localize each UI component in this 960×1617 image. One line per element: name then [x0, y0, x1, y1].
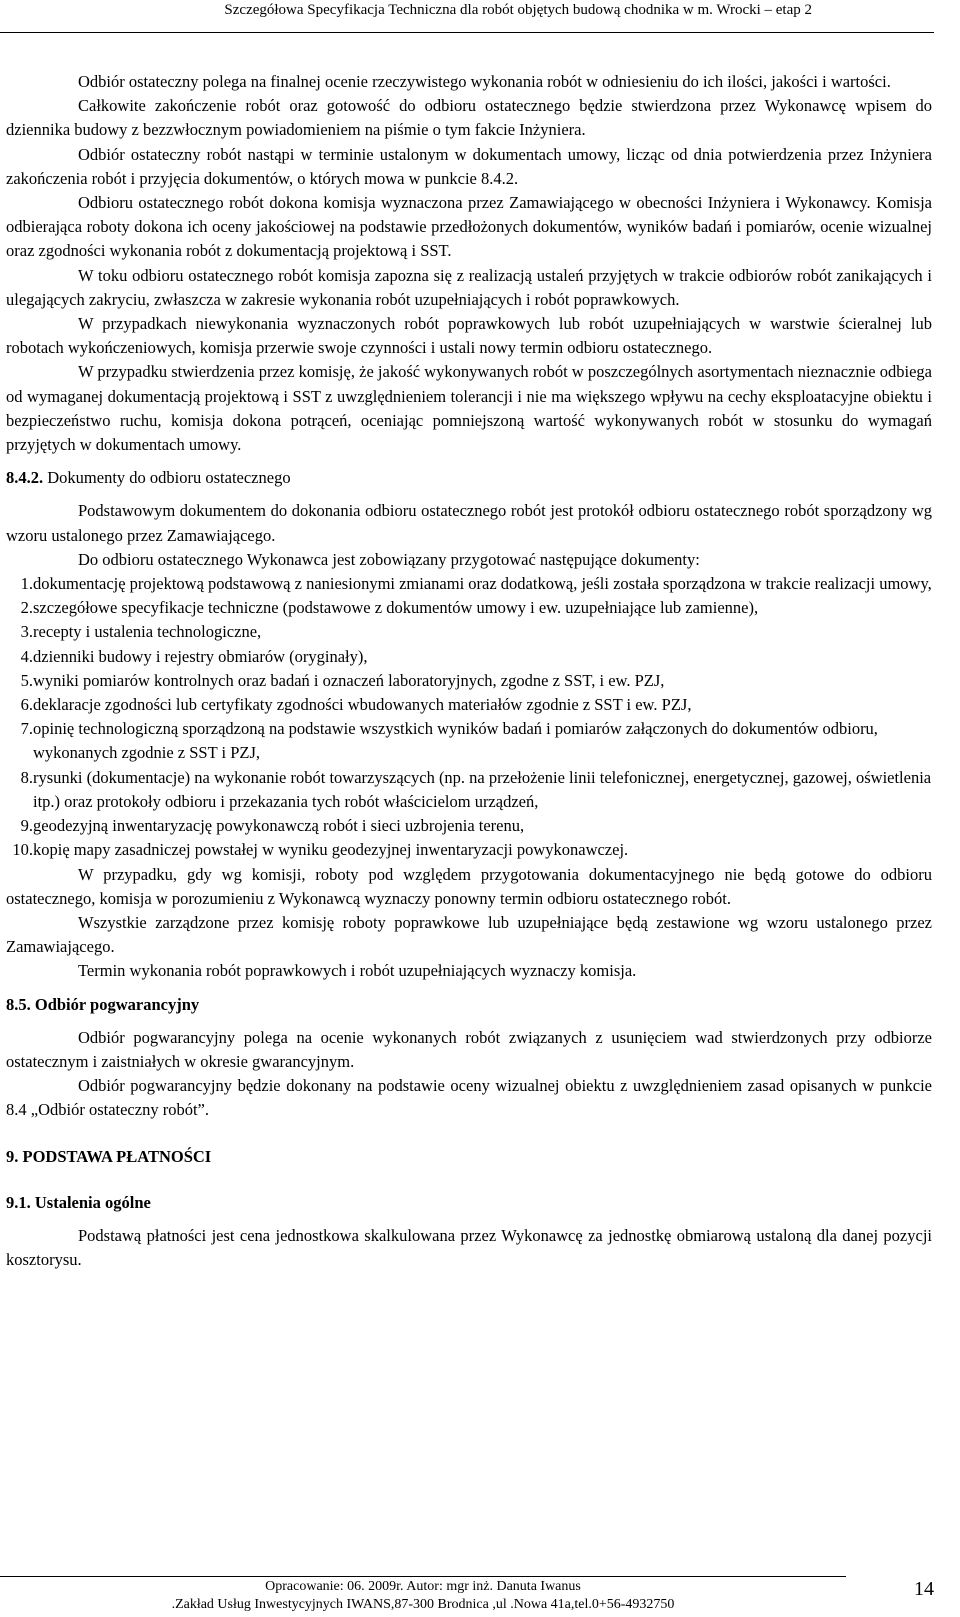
spacer — [6, 490, 932, 499]
list-item — [6, 596, 932, 620]
list-item — [6, 693, 932, 717]
list-item — [6, 717, 932, 765]
section-heading-9: 9. PODSTAWA PŁATNOŚCI — [6, 1146, 212, 1166]
paragraph: W przypadku stwierdzenia przez komisję, że jakość wykonywanych robót w poszczególnych asortymentach nieznacznie odbiega od wymaganej dokumentacją projektową i SST z uwzględnieniem tolerancji i nie ma większego wpływu na cechy eksploatacyjne obiektu i bezpieczeństwo ruchu, komisja dokona potrąceń, oceniając pomniejszoną wartość wykonywanych robót w stosunku do wymagań przyjętych w dokumentach umowy. — [6, 362, 932, 455]
list-item — [6, 814, 932, 838]
section-heading-85: 8.5. Odbiór pogwarancyjny — [6, 994, 200, 1014]
spacer — [6, 984, 932, 993]
paragraph: Odbiór ostateczny polega na finalnej ocenie rzeczywistego wykonania robót w odniesieniu do ich ilości, jakości i wartości. — [78, 72, 891, 91]
list-number: 6. — [20, 695, 33, 715]
footer-author: Opracowanie: 06. 2009r. Autor: mgr inż. Danuta Iwanus — [265, 1579, 581, 1594]
paragraph: Do odbioru ostatecznego Wykonawca jest zobowiązany przygotować następujące dokumenty: — [78, 549, 700, 569]
list-text: kopię mapy zasadniczej powstałej w wyniku geodezyjnej inwentaryzacji powykonawczej. — [33, 840, 629, 860]
list-text: deklaracje zgodności lub certyfikaty zgodności wbudowanych materiałów zgodnie z SST i ew. PZJ, — [33, 695, 692, 715]
header-divider — [0, 32, 934, 33]
paragraph: Odbioru ostatecznego robót dokona komisja wyznaczona przez Zamawiającego w obecności Inżyniera i Wykonawcy. Komisja odbierająca roboty dokona ich oceny jakościowej na podstawie przedłożonych dokumentów, wyników badań i pomiarów, ocenie wizualnej oraz zgodności wykonania robót z dokumentacją projektową i SST. — [6, 193, 932, 261]
list-text: rysunki (dokumentacje) na wykonanie robót towarzyszących (np. na przełożenie linii telefonicznej, energetycznej, gazowej, oświetlenia itp.) oraz protokoły odbioru i przekazania tych robót właścicielom urządzeń, — [33, 767, 932, 811]
list-item — [6, 572, 932, 596]
list-number: 1. — [20, 574, 33, 594]
list-text: recepty i ustalenia technologiczne, — [33, 622, 262, 642]
paragraph: W toku odbioru ostatecznego robót komisja zapozna się z realizacją ustaleń przyjętych w trakcie odbiorów robót zanikających i ulegających zakryciu, zwłaszcza w zakresie wykonania robót uzupełniających i robót poprawkowych. — [6, 265, 932, 309]
section-heading-91: 9.1. Ustalenia ogólne — [6, 1192, 151, 1212]
footer-company: .Zakład Usług Inwestycyjnych IWANS,87-300 Brodnica ,ul .Nowa 41a,tel.0+56-4932750 — [171, 1597, 675, 1612]
list-item — [6, 766, 932, 814]
paragraph: Podstawą płatności jest cena jednostkowa skalkulowana przez Wykonawcę za jednostkę obmiarową ustaloną dla danej pozycji kosztorysu. — [6, 1225, 932, 1270]
list-text: szczegółowe specyfikacje techniczne (podstawowe z dokumentów umowy i ew. uzupełniające lub zamienne), — [33, 598, 759, 618]
list-item — [6, 669, 932, 693]
list-text: wyniki pomiarów kontrolnych oraz badań i oznaczeń laboratoryjnych, zgodne z SST, i ew. PZJ, — [33, 670, 665, 690]
list-number: 8. — [20, 767, 33, 787]
header-title: Szczegółowa Specyfikacja Techniczna dla robót objętych budową chodnika w m. Wrocki – etap 2 — [224, 2, 812, 18]
section-title: Dokumenty do odbioru ostatecznego — [43, 468, 291, 488]
list-text: dokumentację projektową podstawową z naniesionymi zmianami oraz dodatkową, jeśli została sporządzona w trakcie realizacji umowy, — [33, 574, 932, 594]
list-text: dzienniki budowy i rejestry obmiarów (oryginały), — [33, 646, 368, 666]
footer-divider — [0, 1576, 846, 1577]
list-number: 7. — [20, 719, 33, 739]
section-heading-842 — [6, 466, 932, 490]
page-number: 14 — [914, 1578, 934, 1600]
list-number: 3. — [20, 622, 33, 642]
list-text: geodezyjną inwentaryzację powykonawczą robót i sieci uzbrojenia terenu, — [33, 816, 525, 836]
paragraph: W przypadku, gdy wg komisji, roboty pod względem przygotowania dokumentacyjnego nie będą gotowe do odbioru ostatecznego, komisja w porozumieniu z Wykonawcą wyznaczy ponowny termin odbioru ostatecznego robót. — [6, 864, 932, 908]
list-number: 2. — [20, 598, 33, 618]
paragraph: Całkowite zakończenie robót oraz gotowość do odbioru ostatecznego będzie stwierdzona przez Wykonawcę wpisem do dziennika budowy z bezzwłocznym powiadomieniem na piśmie o tym fakcie Inżyniera. — [6, 96, 932, 140]
spacer — [6, 1215, 932, 1224]
list-number: 5. — [20, 670, 33, 690]
paragraph: Wszystkie zarządzone przez komisję roboty poprawkowe lub uzupełniające będą zestawione wg wzoru ustalonego przez Zamawiającego. — [6, 912, 932, 957]
list-number: 9. — [20, 816, 33, 836]
document-body — [6, 70, 932, 1272]
list-number: 10. — [12, 840, 33, 860]
list-text: opinię technologiczną sporządzoną na podstawie wszystkich wyników badań i pomiarów załączonych do dokumentów odbioru, wykonanych zgodnie z SST i PZJ, — [33, 719, 878, 763]
list-item — [6, 645, 932, 669]
paragraph: W przypadkach niewykonania wyznaczonych robót poprawkowych lub robót uzupełniających w warstwie ścieralnej lub robotach wykończeniowych, komisja przerwie swoje czynności i ustali nowy termin odbioru ostatecznego. — [6, 314, 932, 358]
spacer — [6, 1017, 932, 1026]
spacer — [6, 1123, 932, 1145]
paragraph: Odbiór ostateczny robót nastąpi w terminie ustalonym w dokumentach umowy, licząc od dnia potwierdzenia przez Inżyniera zakończenia robót i przyjęcia dokumentów, o których mowa w punkcie 8.4.2. — [6, 144, 932, 188]
paragraph: Termin wykonania robót poprawkowych i robót uzupełniających wyznaczy komisja. — [78, 961, 637, 981]
documents-list — [6, 572, 932, 862]
spacer — [6, 1169, 932, 1191]
paragraph: Podstawowym dokumentem do dokonania odbioru ostatecznego robót jest protokół odbioru ostatecznego robót sporządzony wg wzoru ustalonego przez Zamawiającego. — [6, 501, 932, 545]
list-item — [6, 620, 932, 644]
list-item — [6, 838, 932, 862]
section-number: 8.4.2. — [6, 468, 44, 488]
paragraph: Odbiór pogwarancyjny polega na ocenie wykonanych robót związanych z usunięciem wad stwierdzonych przy odbiorze ostatecznym i zaistniałych w okresie gwarancyjnym. — [6, 1027, 932, 1071]
spacer — [6, 457, 932, 466]
paragraph: Odbiór pogwarancyjny będzie dokonany na podstawie oceny wizualnej obiektu z uwzględnieniem zasad opisanych w punkcie 8.4 „Odbiór ostateczny robót”. — [6, 1076, 932, 1120]
list-number: 4. — [20, 646, 33, 666]
